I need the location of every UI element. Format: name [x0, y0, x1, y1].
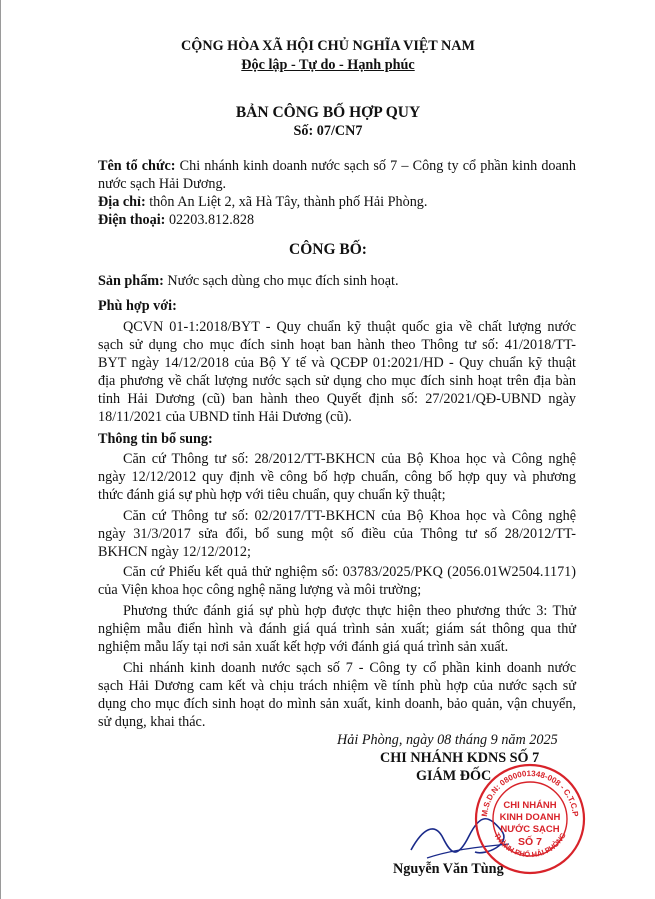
basis-line: Căn cứ Phiếu kết quả thử nghiệm số: 03783/2025/PKQ (2056.01W2504.1171) — [123, 564, 576, 580]
signer-name: Nguyễn Văn Tùng — [393, 861, 504, 877]
document-number: Số: 07/CN7 — [293, 123, 363, 139]
conform-line: tỉnh Hải Dương (cũ) ban hành theo Quyết định số: 27/2021/QĐ-UBND ngày — [98, 391, 576, 407]
seal-line: KINH DOANH — [499, 812, 561, 823]
basis-line: ngày 12/12/2012 quy định về công bố hợp chuẩn, công bố hợp quy và phương — [98, 469, 576, 485]
conform-label: Phù hợp với: — [98, 298, 177, 314]
method-line: nghiệm mẫu điển hình và đánh giá quá trình sản xuất; giám sát thông qua thử — [98, 621, 576, 637]
conform-line: BYT ngày 14/12/2018 của Bộ Y tế và QCĐP 01:2021/HD - Quy chuẩn kỹ thuật — [98, 355, 576, 371]
org-name-line1: Tên tổ chức: Chi nhánh kinh doanh nước sạch số 7 – Công ty cổ phần kinh doanh — [98, 158, 576, 174]
seal-line: SỐ 7 — [518, 836, 542, 848]
conform-line: sạch sử dụng cho mục đích sinh hoạt ban hành theo Thông tư số: 41/2018/TT- — [98, 337, 576, 353]
basis-line: ngày 31/3/2017 sửa đổi, bổ sung một số điều của Thông tư số 28/2012/TT- — [98, 526, 576, 542]
product-line: Sản phẩm: Nước sạch dùng cho mục đích sinh hoạt. — [98, 273, 399, 289]
basis-line: của Viện khoa học công nghệ năng lượng và môi trường; — [98, 582, 422, 598]
basis-line: Căn cứ Thông tư số: 28/2012/TT-BKHCN của Bộ Khoa học và Công nghệ — [123, 451, 576, 467]
signing-unit: CHI NHÁNH KDNS SỐ 7 — [380, 750, 540, 766]
extra-label: Thông tin bổ sung: — [98, 431, 213, 447]
org-name-line2: nước sạch Hải Dương. — [98, 176, 227, 192]
commitment-line: sạch Hải Dương cam kết và chịu trách nhiệm về tính phù hợp của nước sạch sử — [98, 678, 576, 694]
basis-line: thức đánh giá sự phù hợp với tiêu chuẩn, quy chuẩn kỹ thuật; — [98, 487, 446, 503]
seal-line: NƯỚC SẠCH — [500, 824, 560, 835]
commitment-line: dụng cho mục đích sinh hoạt do mình sản xuất, kinh doanh, bảo quản, vận chuyển, — [98, 696, 576, 712]
commitment-line: sử dụng, khai thác. — [98, 714, 206, 730]
org-address: Địa chỉ: thôn An Liệt 2, xã Hà Tây, thành phố Hải Phòng. — [98, 194, 428, 210]
method-line: Phương thức đánh giá sự phù hợp được thực hiện theo phương thức 3: Thử — [123, 603, 576, 619]
country-heading: CỘNG HÒA XÃ HỘI CHỦ NGHĨA VIỆT NAM — [181, 38, 475, 54]
company-seal — [473, 762, 587, 876]
conform-line: địa phương về chất lượng nước sạch sử dụng cho mục đích sinh hoạt trên địa bàn — [98, 373, 576, 389]
conform-line: 18/11/2021 của UBND tỉnh Hải Dương (cũ). — [98, 409, 352, 425]
seal-ring-bottom: THÀNH PHỐ HẢI PHÒNG — [492, 831, 568, 860]
basis-line: Căn cứ Thông tư số: 02/2017/TT-BKHCN của Bộ Khoa học và Công nghệ — [123, 508, 576, 524]
announce-heading: CÔNG BỐ: — [289, 241, 367, 258]
conform-line: QCVN 01-1:2018/BYT - Quy chuẩn kỹ thuật quốc gia về chất lượng nước — [123, 319, 576, 335]
method-line: nghiệm mẫu lấy tại nơi sản xuất kết hợp với đánh giá quá trình sản xuất. — [98, 639, 509, 655]
seal-ring-text: M.S.D.N: 0800001348-008 - C.T.C.P — [479, 768, 580, 818]
signer-position: GIÁM ĐỐC — [416, 768, 492, 784]
document-title: BẢN CÔNG BỐ HỢP QUY — [235, 104, 421, 121]
place-date: Hải Phòng, ngày 08 tháng 9 năm 2025 — [337, 732, 558, 748]
commitment-line: Chi nhánh kinh doanh nước sạch số 7 - Công ty cổ phần kinh doanh nước — [123, 660, 576, 676]
motto: Độc lập - Tự do - Hạnh phúc — [241, 57, 415, 73]
seal-line: CHI NHÁNH — [503, 800, 557, 811]
basis-line: BKHCN ngày 12/12/2012; — [98, 544, 251, 560]
org-phone: Điện thoại: 02203.812.828 — [98, 212, 255, 228]
